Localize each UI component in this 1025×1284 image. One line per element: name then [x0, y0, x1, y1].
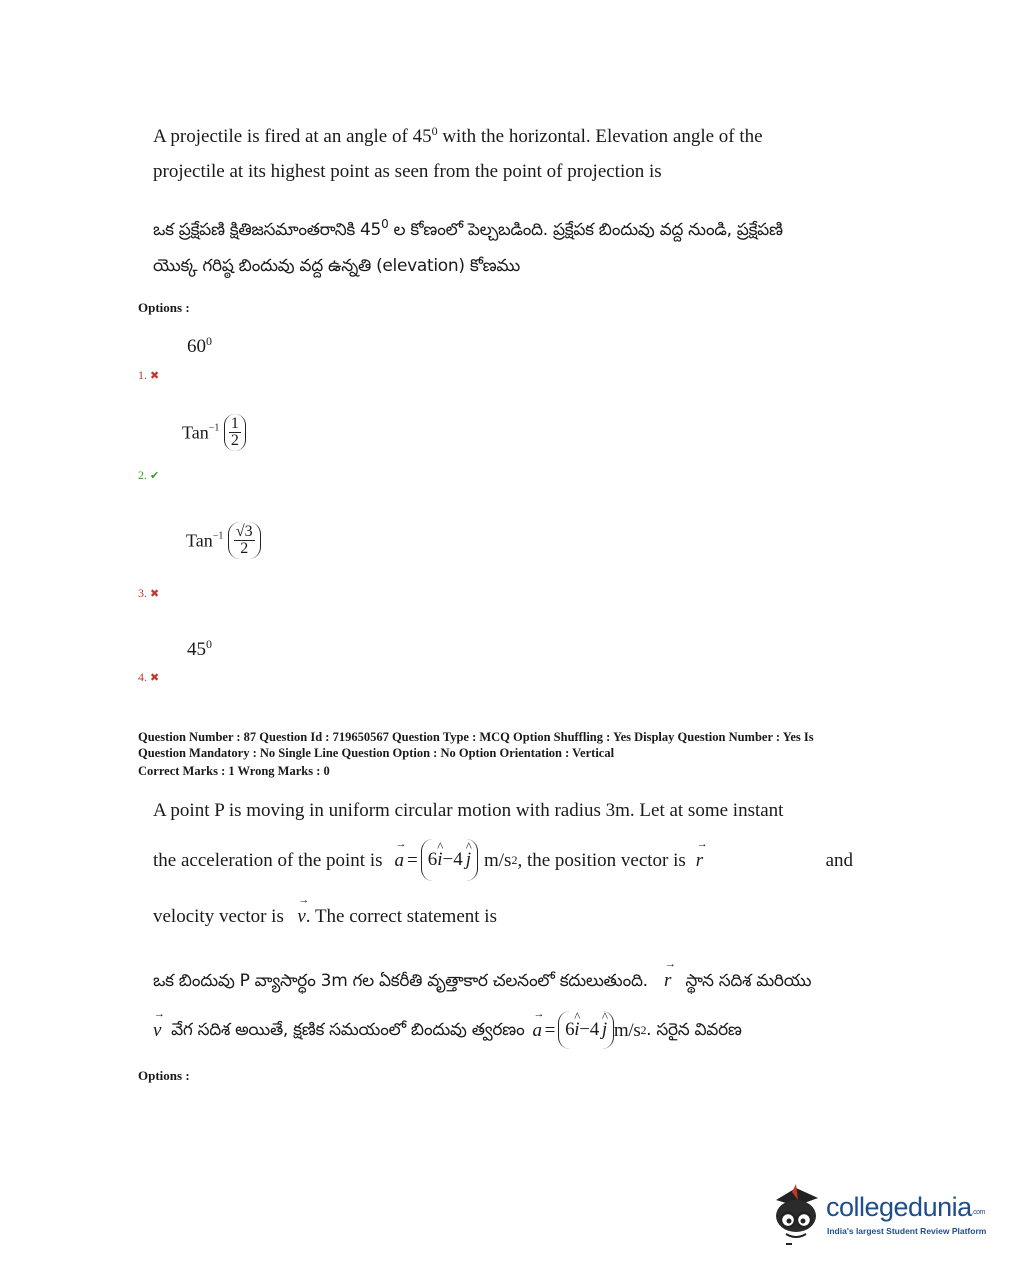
question-meta-line-3: Correct Marks : 1 Wrong Marks : 0 — [138, 764, 330, 778]
correct-check-icon: ✔ — [150, 470, 160, 482]
telugu-text-line-1: ఒక ప్రక్షేపణి క్షితిజసమాంతరానికి $45^0$ ల కోణంలో పెల్చబడింది. ప్రక్షేపక బిందువు వద్ద నుండి, ప్రక్షేపణి — [153, 217, 783, 240]
option-4-marker[interactable]: 4. ✖ — [138, 670, 160, 684]
question-text-line-1: A projectile is fired at an angle of $45^0$ with the horizontal. Elevation angle of the — [153, 124, 763, 147]
wrong-icon: ✖ — [150, 672, 160, 684]
option-4-value: $45^0$ — [187, 637, 212, 660]
question-meta-line-1: Question Number : 87 Question Id : 719650567 Question Type : MCQ Option Shuffling : Yes Display Question Number : Yes Is — [138, 730, 814, 744]
option-2-value: Tan$^{-1}$ $\frac{1}{2}$ — [182, 414, 246, 451]
question-87-telugu-line-2: → v వేగ సదిశ అయితే, క్షణిక సమయంలో బిందువు త్వరణం → a = 6^ i−4^ j m/s 2 . సరైన వివరణ — [153, 1008, 742, 1052]
wrong-icon: ✖ — [150, 370, 160, 382]
question-meta — [138, 729, 898, 779]
logo-tagline: India's largest Student Review Platform — [827, 1226, 987, 1236]
collegedunia-logo[interactable] — [766, 1178, 996, 1248]
question-87-telugu-line-1: ఒక బిందువు P వ్యాసార్ధం 3m గల ఏకరీతి వృత్తాకార చలనంలో కదులుతుంది. → r స్థాన సదిశ మరియు — [153, 971, 811, 990]
option-1-value: $60^0$ — [187, 334, 212, 357]
question-87-line-1: A point P is moving in uniform circular motion with radius 3m. Let at some instant — [153, 800, 784, 821]
option-3-value: Tan$^{-1}$ $\frac{√3}{2}$ — [186, 522, 261, 559]
logo-wordmark: collegedunia.com — [826, 1192, 985, 1222]
question-text-line-2: projectile at its highest point as seen from the point of projection is — [153, 161, 662, 182]
question-87-line-3: velocity vector is → v. The correct statement is — [153, 907, 497, 926]
telugu-text-line-2: యొక్క గరిష్ఠ బిందువు వద్ద ఉన్నతి (elevation) కోణము — [153, 256, 520, 276]
options-label-87: Options : — [138, 1068, 190, 1083]
option-1-marker[interactable]: 1. ✖ — [138, 368, 160, 382]
wrong-icon: ✖ — [150, 588, 160, 600]
option-3-marker[interactable]: 3. ✖ — [138, 586, 160, 600]
option-2-marker[interactable]: 2. ✔ — [138, 468, 160, 482]
question-87-line-2: the acceleration of the point is → a = 6^ i−4^ j m/s 2 , the position vector is → r and — [153, 835, 853, 885]
question-meta-line-2: Question Mandatory : No Single Line Question Option : No Option Orientation : Vertical — [138, 746, 615, 760]
mascot-icon — [766, 1178, 824, 1248]
options-label: Options : — [138, 300, 190, 315]
